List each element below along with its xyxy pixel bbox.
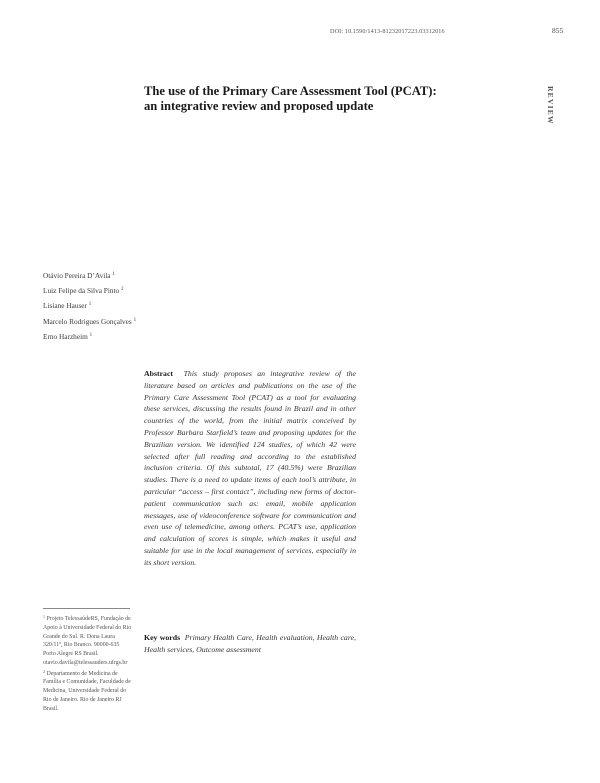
page-number: 855 <box>552 26 564 35</box>
author: Erno Harzheim $^1$ <box>43 331 93 341</box>
affiliation: $^1$ Projeto TelessaúdeRS, Fundação de Apoio à Universidade Federal do Rio Grande do Sul. R. Dona Laura 320/11º, Rio Branco. 90000-635 Porto Alegre RS Brasil. otavio.davila@telessauders.ufrgs.br <box>43 614 132 666</box>
article-title <box>144 84 524 114</box>
affiliation: $^2$ Departamento de Medicina de Família e Comunidade, Faculdade de Medicina, Universidade Federal do Rio de Janeiro. Rio de Janeiro RJ Brasil. <box>43 668 131 712</box>
author: Lisiane Hauser $^1$ <box>43 301 92 311</box>
doi-header: DOI: 10.1590/1413-81232017223.03312016 <box>330 28 445 35</box>
author: Luiz Felipe da Silva Pinto $^2$ <box>43 286 124 296</box>
keywords <box>144 632 356 656</box>
author-list <box>43 268 136 344</box>
abstract-label: Abstract <box>144 369 174 378</box>
keywords-label: Key words <box>144 633 181 642</box>
abstract-text: This study proposes an integrative review of the literature based on articles and publications on the use of the Primary Care Assessment Tool (PCAT) as a tool for evaluating these services, discussing the results found in Brazil and in other countries of the world, from the initial matrix conceived by Professor Barbara Starfield’s team and proposing updates for the Brazilian version. We identified 124 studies, of which 42 were selected after full reading and according to the established inclusion criteria. Of this subtotal, 17 (40.5%) were Brazilian studies. There is a need to update items of each tool’s attribute, in particular “access – first contact”, including new forms of doctor-patient communication such as: email, mobile application messages, use of videoconference software for communication and even use of telemedicine, among others. PCAT’s use, application and calculation of scores is simple, which makes it useful and suitable for use in the local management of services, especially in its short version. <box>144 369 357 567</box>
keywords-text: Primary Health Care, Health evaluation, Health care, Health services, Outcome assessment <box>144 633 356 654</box>
affiliations <box>43 613 133 713</box>
author: Otávio Pereira D’Avila $^1$ <box>43 271 115 280</box>
affiliation-divider <box>43 608 130 609</box>
abstract <box>144 368 356 569</box>
title-line-1: The use of the Primary Care Assessment Tool (PCAT): <box>144 84 437 98</box>
author: Marcelo Rodrigues Gonçalves $^1$ <box>43 316 137 326</box>
section-label: REVIEW <box>546 86 555 125</box>
title-line-2: an integrative review and proposed update <box>144 99 374 113</box>
